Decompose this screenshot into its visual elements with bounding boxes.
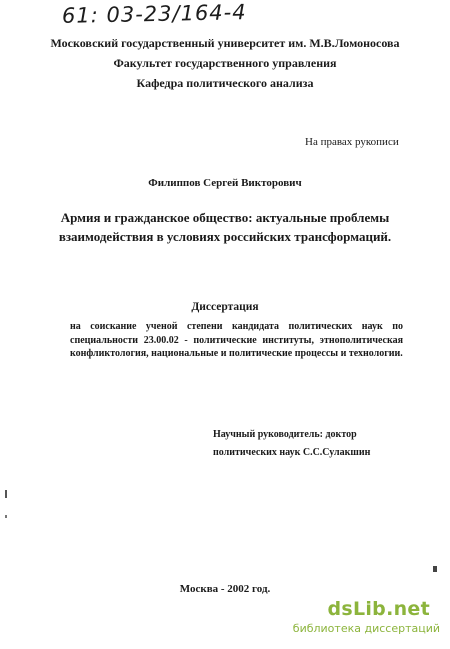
dissertation-title [0,208,450,246]
handwritten-archive-code: 61: 03-23/164-4 [61,0,247,28]
city-and-year: Москва - 2002 год. [179,583,271,595]
scan-mark [433,566,437,572]
title-line-2: взаимодействия в условиях российских трансформаций. [58,229,392,244]
supervisor-line-2: политических наук С.С.Сулакшин [213,447,371,458]
degree-purpose: на соискание ученой степени кандидата политических наук по специальности 23.00.02 - политические институты, этнополитическая конфликтология, национальные и политические процессы и технологии. [70,321,403,359]
watermark-subtitle: библиотека диссертаций [292,622,440,635]
university-name: Московский государственный университет им. М.В.Ломоносова [50,36,400,50]
manuscript-rights-note: На правах рукописи [305,136,399,148]
document-type: Диссертация [191,301,259,313]
scan-mark [5,490,7,498]
supervisor-line-1: Научный руководитель: доктор [213,429,357,440]
faculty-name: Факультет государственного управления [113,56,337,70]
title-line-1: Армия и гражданское общество: актуальные проблемы [60,210,390,225]
watermark-logo: dsLib.net [327,598,430,620]
author-name: Филиппов Сергей Викторович [148,177,302,189]
scientific-supervisor [213,426,404,462]
department-name: Кафедра политического анализа [136,76,314,90]
scan-mark [5,515,7,518]
